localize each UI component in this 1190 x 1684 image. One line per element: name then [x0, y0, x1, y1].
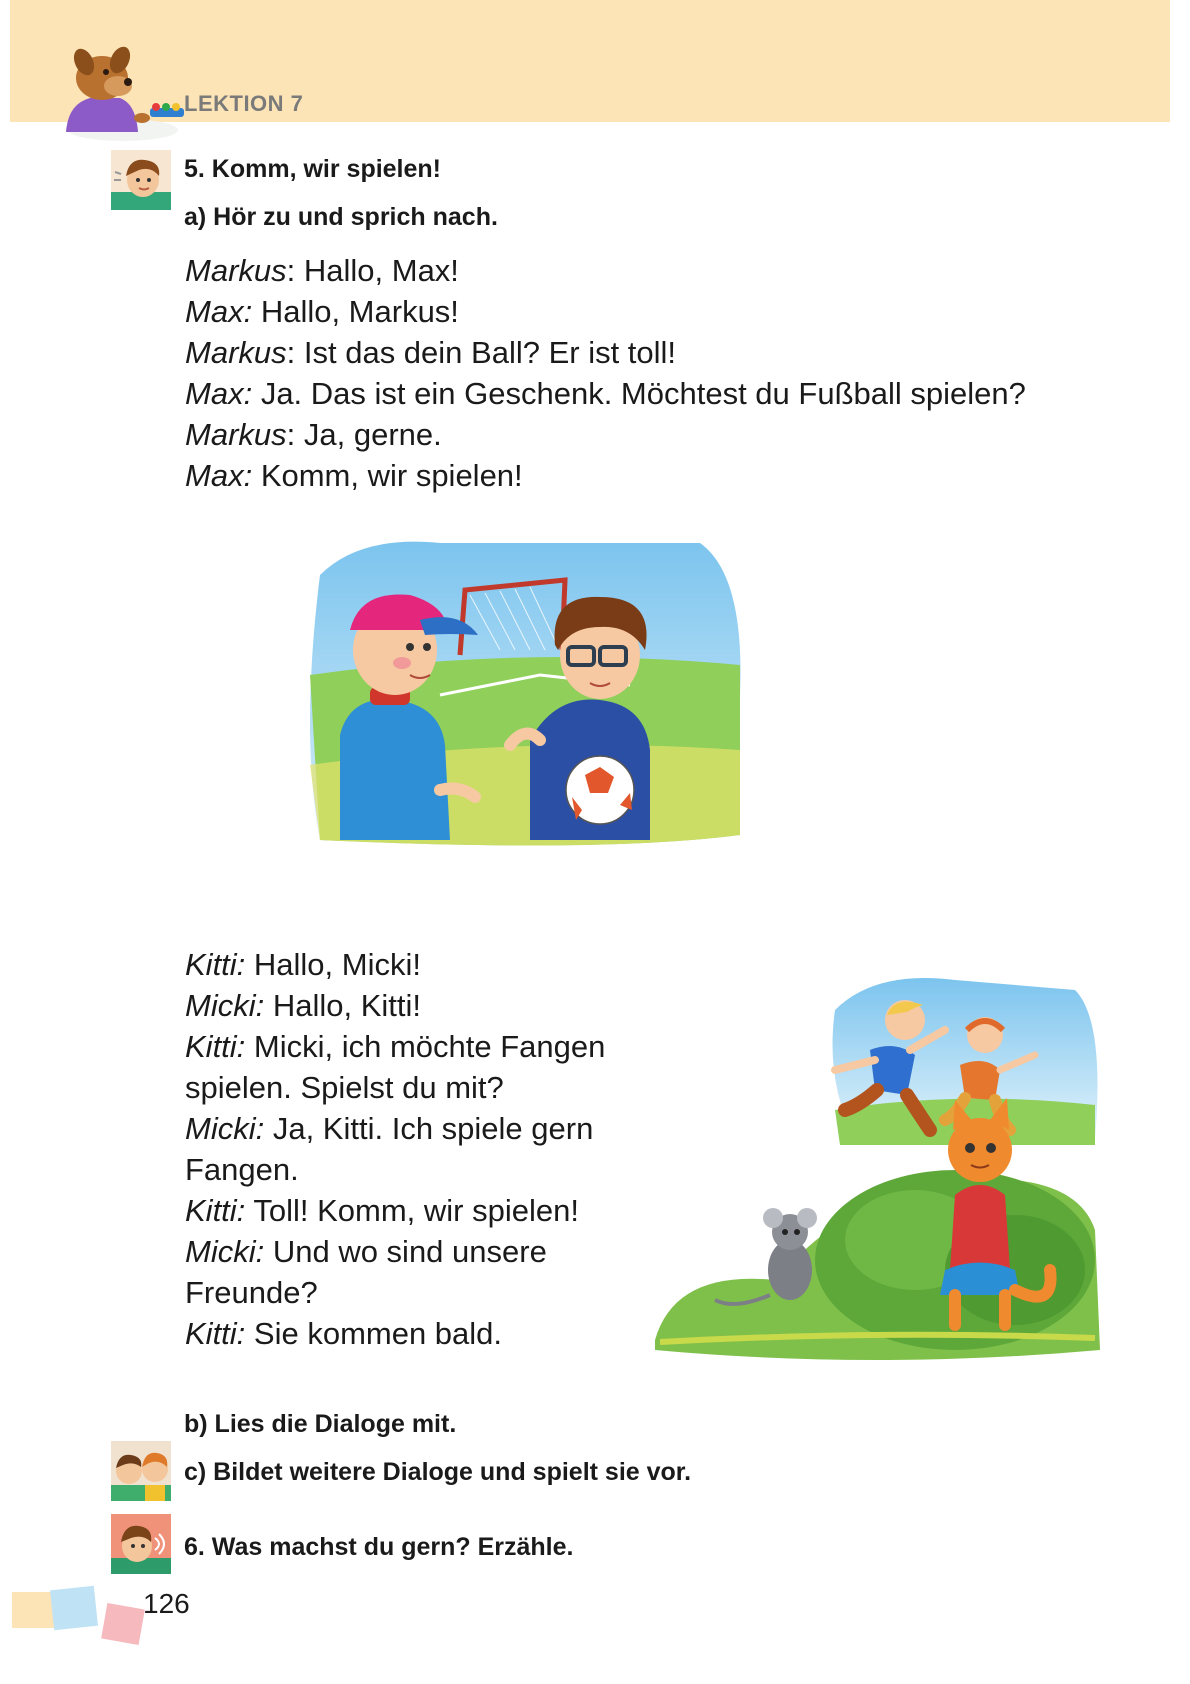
dialog-kitti-micki [185, 944, 655, 1354]
dialog-line [185, 1190, 655, 1231]
dialog-text: Ja. Das ist ein Geschenk. Möchtest du Fußball spielen? [260, 376, 1026, 411]
dialog-line [185, 332, 1026, 373]
dialog-text: Hallo, Markus! [260, 294, 459, 329]
dialog-text: Fangen. [185, 1152, 299, 1187]
speaker-name: Max: [185, 376, 253, 411]
lesson-label: LEKTION 7 [184, 91, 304, 116]
dialog-text: Freunde? [185, 1275, 318, 1310]
dialog-line [185, 250, 1026, 291]
speaking-boy-icon [111, 1514, 171, 1574]
speaker-name: Kitti: [185, 1193, 246, 1228]
dialog-line [185, 291, 1026, 332]
speaker-name: Max: [185, 458, 253, 493]
exercise-5-title: 5. Komm, wir spielen! [184, 155, 442, 183]
speaker-name: Micki: [185, 988, 265, 1023]
listening-boy-icon [111, 150, 171, 210]
dialog-line [185, 1108, 655, 1149]
speaker-name: Kitti: [185, 1316, 246, 1351]
dialog-text: Micki, ich möchte Fangen [245, 1029, 606, 1064]
dialog-line [185, 1067, 655, 1108]
speaker-name: Kitti: [185, 1029, 246, 1064]
dialog-line [185, 944, 655, 985]
dialog-line [185, 1272, 655, 1313]
dialog-line [185, 1231, 655, 1272]
speaker-name: Micki: [185, 1111, 265, 1146]
speaker-separator [252, 376, 261, 411]
exercise-5b-instruction: b) Lies die Dialoge mit. [184, 1410, 457, 1438]
dialog-text: Hallo, Max! [303, 253, 459, 288]
dialog-line [185, 455, 1026, 496]
dialog-text: Ist das dein Ball? Er ist toll! [303, 335, 677, 370]
pair-work-icon [111, 1441, 171, 1501]
speaker-separator [252, 458, 261, 493]
dialog-text: Ja, Kitti. Ich spiele gern [264, 1111, 594, 1146]
playing-children-cat-mouse-illustration [655, 970, 1120, 1375]
football-boys-illustration [300, 535, 745, 855]
speaker-name: Markus [185, 335, 287, 370]
dialog-text: Hallo, Kitti! [264, 988, 421, 1023]
dialog-line [185, 1026, 655, 1067]
dialog-text: Toll! Komm, wir spielen! [245, 1193, 579, 1228]
exercise-5c-instruction: c) Bildet weitere Dialoge und spielt sie vor. [184, 1458, 692, 1486]
dialog-text: Ja, gerne. [303, 417, 442, 452]
dialog-markus-max [185, 250, 1026, 496]
speaker-name: Kitti: [185, 947, 246, 982]
speaker-name: Max: [185, 294, 253, 329]
speaker-name: Markus [185, 417, 287, 452]
decorative-corner-squares [8, 1584, 148, 1654]
dialog-text: Komm, wir spielen! [260, 458, 523, 493]
speaker-separator [252, 294, 261, 329]
dialog-line [185, 1149, 655, 1190]
dialog-line [185, 985, 655, 1026]
exercise-5a-instruction: a) Hör zu und sprich nach. [184, 203, 498, 231]
dialog-line [185, 373, 1026, 414]
dog-mascot-icon [58, 42, 188, 142]
exercise-6-title: 6. Was machst du gern? Erzähle. [184, 1533, 574, 1561]
speaker-name: Markus [185, 253, 287, 288]
speaker-separator: : [286, 335, 304, 370]
dialog-text: Hallo, Micki! [245, 947, 421, 982]
dialog-line [185, 414, 1026, 455]
dialog-text: Sie kommen bald. [245, 1316, 503, 1351]
dialog-text: Und wo sind unsere [264, 1234, 547, 1269]
speaker-separator: : [286, 253, 304, 288]
page-number: 126 [143, 1588, 190, 1619]
speaker-name: Micki: [185, 1234, 265, 1269]
dialog-text: spielen. Spielst du mit? [185, 1070, 504, 1105]
speaker-separator: : [286, 417, 304, 452]
dialog-line [185, 1313, 655, 1354]
